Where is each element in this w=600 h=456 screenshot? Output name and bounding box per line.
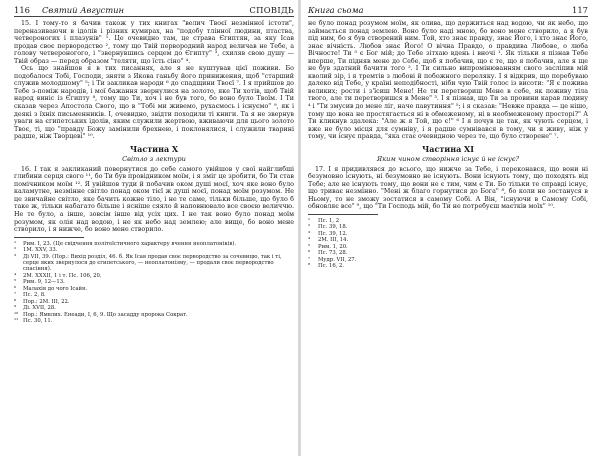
footnote-text: Пс. 73, 28. <box>318 250 348 257</box>
footnote-text: Мудр. VII, 27. <box>318 256 357 263</box>
footnote <box>14 318 294 324</box>
footnote-text: 2М. III, 14. <box>318 237 349 244</box>
footnote-mark: ⁴ <box>308 237 311 244</box>
footnote-text: Пс. 2, 8. <box>23 292 46 299</box>
right-page <box>300 0 600 456</box>
right-running-header <box>308 4 588 17</box>
footnote-mark: ² <box>14 247 17 254</box>
footnote-text: Пс. 1, 2 <box>318 218 340 225</box>
footnote-mark: ⁴ <box>14 272 17 279</box>
footnote-text: Рим. 1, 20. <box>318 243 348 250</box>
footnote-text: 1М. XXV, 33. <box>23 247 58 254</box>
left-body <box>14 20 294 234</box>
footnote-text: Ді VII, 39. (Пор.: Вихід розділ, 46. б. Як Ісав продав своє первородство за сочевицю, так і ті, серце яких звернулося до єгипетського, — неоплатонізму, — продали своє первородство спасіння). <box>23 253 282 273</box>
footnote-text: Пс. 16, 2. <box>318 263 345 270</box>
paragraph: Ось що знайшов я в тих писаннях, але я не куштував цієї поживи. Бо подобалося Тобі, Господи, зняти з Якова ганьбу його принижения, щоб "старший служив молодшому" ⁵; і Ти закликав народи ⁶ до спадщини Твоєї ⁷. І я прийшов до Тебе з-поміж народів, і мої бажання звернулися на золото, яке Ти хотів, щоб Твій народ виніс із Єгипту ⁸, тому що Ти, хоч і не був того, бо воно було Твоїм. І Ти сказав через Апостола Свого, що в "Тобі ми живемо, рухаємось і існуємо" ⁹, як і деякі з їхніх письменників. І, очевидно, звідти походили ті книги. Та я не звернув уваги на єгипетських ідолів, яким служили жертвою, вживаючи для цього золото Твоє, ті, що "правду Божу замінили брехнею, і поклонялися, і служили тварині радше, ніж Творцеві" ¹⁰. <box>14 65 294 141</box>
footnote-mark: ² <box>308 224 311 231</box>
footnote-text: Пор.: Ямвлих. Енеади, І, 6, 9. Що засадду пророка Сократ. <box>23 311 188 318</box>
right-footnotes <box>308 218 588 270</box>
paragraph: 15. І тому-то я бачив також у тих книгах "велич Твоєї незмінної істоти", переназиваючи в ідолів і різних кумирах, на "подобу тлінної людини, птаства, четвероногих і плазунів" ¹. Це очевидно там, це страва Єгиптян, за яку Ісав продав своє первородство ², тому що Твій первородний народ величав не Тебе, а голову четвероногого, і "звернувшись серцем до Єгипту" ³, схиляв свою душу — Твій образ — перед образом "теляти, що їсть сіно" ⁴. <box>14 20 294 65</box>
footnote-text: Пс. 39, 18. <box>318 224 348 231</box>
book-section-title: Книга сьома <box>308 5 364 15</box>
footnote-rule <box>308 214 378 215</box>
footnote-mark: ⁶ <box>308 250 311 257</box>
footnote-rule <box>14 237 84 238</box>
footnote-text: Пс. 30, 11. <box>23 318 53 325</box>
footnote-mark: ⁷ <box>308 256 311 263</box>
footnote-mark: ³ <box>14 253 17 260</box>
footnote-text: Пор.: 2М. III, 22. <box>23 298 70 305</box>
footnote-mark: ⁸ <box>308 263 311 270</box>
footnote-mark: ⁹ <box>14 305 17 312</box>
left-page-number: 116 <box>14 5 30 15</box>
paragraph: не було понад розумом моїм, як олива, що держиться над водою, чи як небо, що займається понад землею. Воно було наді мною, бо воно мене створило, а я був під ним, бо я був створений ним. Той, хто знає правду, знає Його, і хто знає Його, знає вічність. Любов знає Його! О вічна Правдо, о правдива Любове, о люба Вічносте! Ти ⁵ є Бог мій; до Тебе зітхаю вдень і вночі ¹. Як тільки я пізнав Тебе вперше, Ти підняв мене до Себе, щоб я побачив, що є те, що я побачив, але я ще не був здатний бачити того ². І Ти сильно випромінюванням свого засліпив мій кволий зір, і я тремтів з любові й побожного переляку. І я відкрив, що перебуваю далеко від Тебе, у країні неподібності, ніби чую Твій голос із висоти: "Я є пожива великих; рости і з'їсиш Мене! Не ти перетвориш Мене в себе, як поживу тіла твого, але ти перетворишся в Мене" ³. І я пізнав, що Ти за провини карав людину ⁴ і "Ти змусив до мене ліг, наче павутиння" ⁵; і я сказав: "Невже правда — це нішо, тому що вона не простягається ні в обмеженому, ні в необмеженому просторі?" А Ти кликнув здалека: "Але ж я Той, що є!" ⁶ І я почув це так, як чують серцем, і вже не було місця для сумніву, і я радше сумнівався в тому, чи я живу, ніж у тому, чи існує правда, "яка стає очевидною через те, що було створене" ⁷. <box>308 20 588 141</box>
footnote <box>308 263 588 269</box>
left-footnotes <box>14 241 294 325</box>
footnote-text: 2М. XXXII, 1 і т. Пс. 106, 20. <box>23 272 102 279</box>
footnote-mark: ⁸ <box>14 298 17 305</box>
footnote <box>14 254 294 273</box>
book-title: СПОВІДЬ <box>249 5 294 15</box>
footnote-text: Малахія до чого Ісайя. <box>23 285 88 292</box>
chapter-heading: Частина X <box>129 143 179 154</box>
left-running-header <box>14 4 294 17</box>
right-page-number: 117 <box>572 5 588 15</box>
right-body <box>308 20 588 211</box>
footnote-text: Ді. XVII, 28. <box>23 305 56 312</box>
paragraph: 16. І так я закликаний повернутися до себе самого увійшов у свої найглибші глибини серця свого ¹¹, бо Ти був провідником моїм, і я зміг це зробити, бо Ти став помічником моїм ¹². Я увійшов туди й побачив оком душі моєї, хоч яке воно було каламутне, незмінне світло понад оком тієї ж душі моєї, понад моїм розумом. Не це звичайне світло, яке бачить кожне тіло, і не те саме, тільки більше, що було б таке ж, тільки набагато більше і ясніше сяяло й наповнювало все своєю величчю. Не те було, а інше, зовсім інше від усіх цих. І не так воно було понад моїм розумом, як олія над водою, і не як небо над землею; але вище, бо воно мене створило, і я нижче, бо воно мене створило. <box>14 165 294 234</box>
author-name: Святий Августин <box>42 5 125 15</box>
footnote-mark: ⁶ <box>14 285 17 292</box>
chapter-subtitle: Світло з лектури <box>122 154 186 163</box>
chapter-heading: Частина XI <box>421 143 475 154</box>
paragraph: 17. І я придивлявся до всього, що нижче за Тебе, і переконався, що вони ні безумовно існують, ні безумовно не існують. Вони існують тому, що походять від Тебе; але не існують тому, що вони не є тим, чим є Ти. Бо тільки те справді існує, що триває незмінно. "Мені ж благо горнутися до Бога" ⁸, бо коли не зостануся в Ньому, то не зможу зостатися в самому Собі. А Він, "існуючи в Самому Собі, обновляє все" ⁹, що "Ти Господь мій, бо Ти не потребуєш маєтків моїх" ¹⁰. <box>308 165 588 211</box>
footnote-mark: ⁵ <box>308 243 311 250</box>
footnote-mark: ¹ <box>308 218 311 225</box>
footnote-mark: ¹⁰ <box>14 311 19 318</box>
footnote-mark: ⁵ <box>14 279 17 286</box>
footnote-text: Рим. І, 23. (Це свідчення політеїстичного характеру вчення неоплатоніків). <box>23 240 237 247</box>
footnote-mark: ⁷ <box>14 292 17 299</box>
footnote-text: Рим. 9, 12—13. <box>23 279 65 286</box>
footnote-mark: ¹ <box>14 240 17 247</box>
footnote-text: Пс. 39, 12. <box>318 230 348 237</box>
chapter-subtitle: Яким чином створіння існує й не існує? <box>376 154 520 163</box>
footnote-mark: ¹¹ <box>14 318 19 325</box>
footnote-mark: ³ <box>308 230 311 237</box>
